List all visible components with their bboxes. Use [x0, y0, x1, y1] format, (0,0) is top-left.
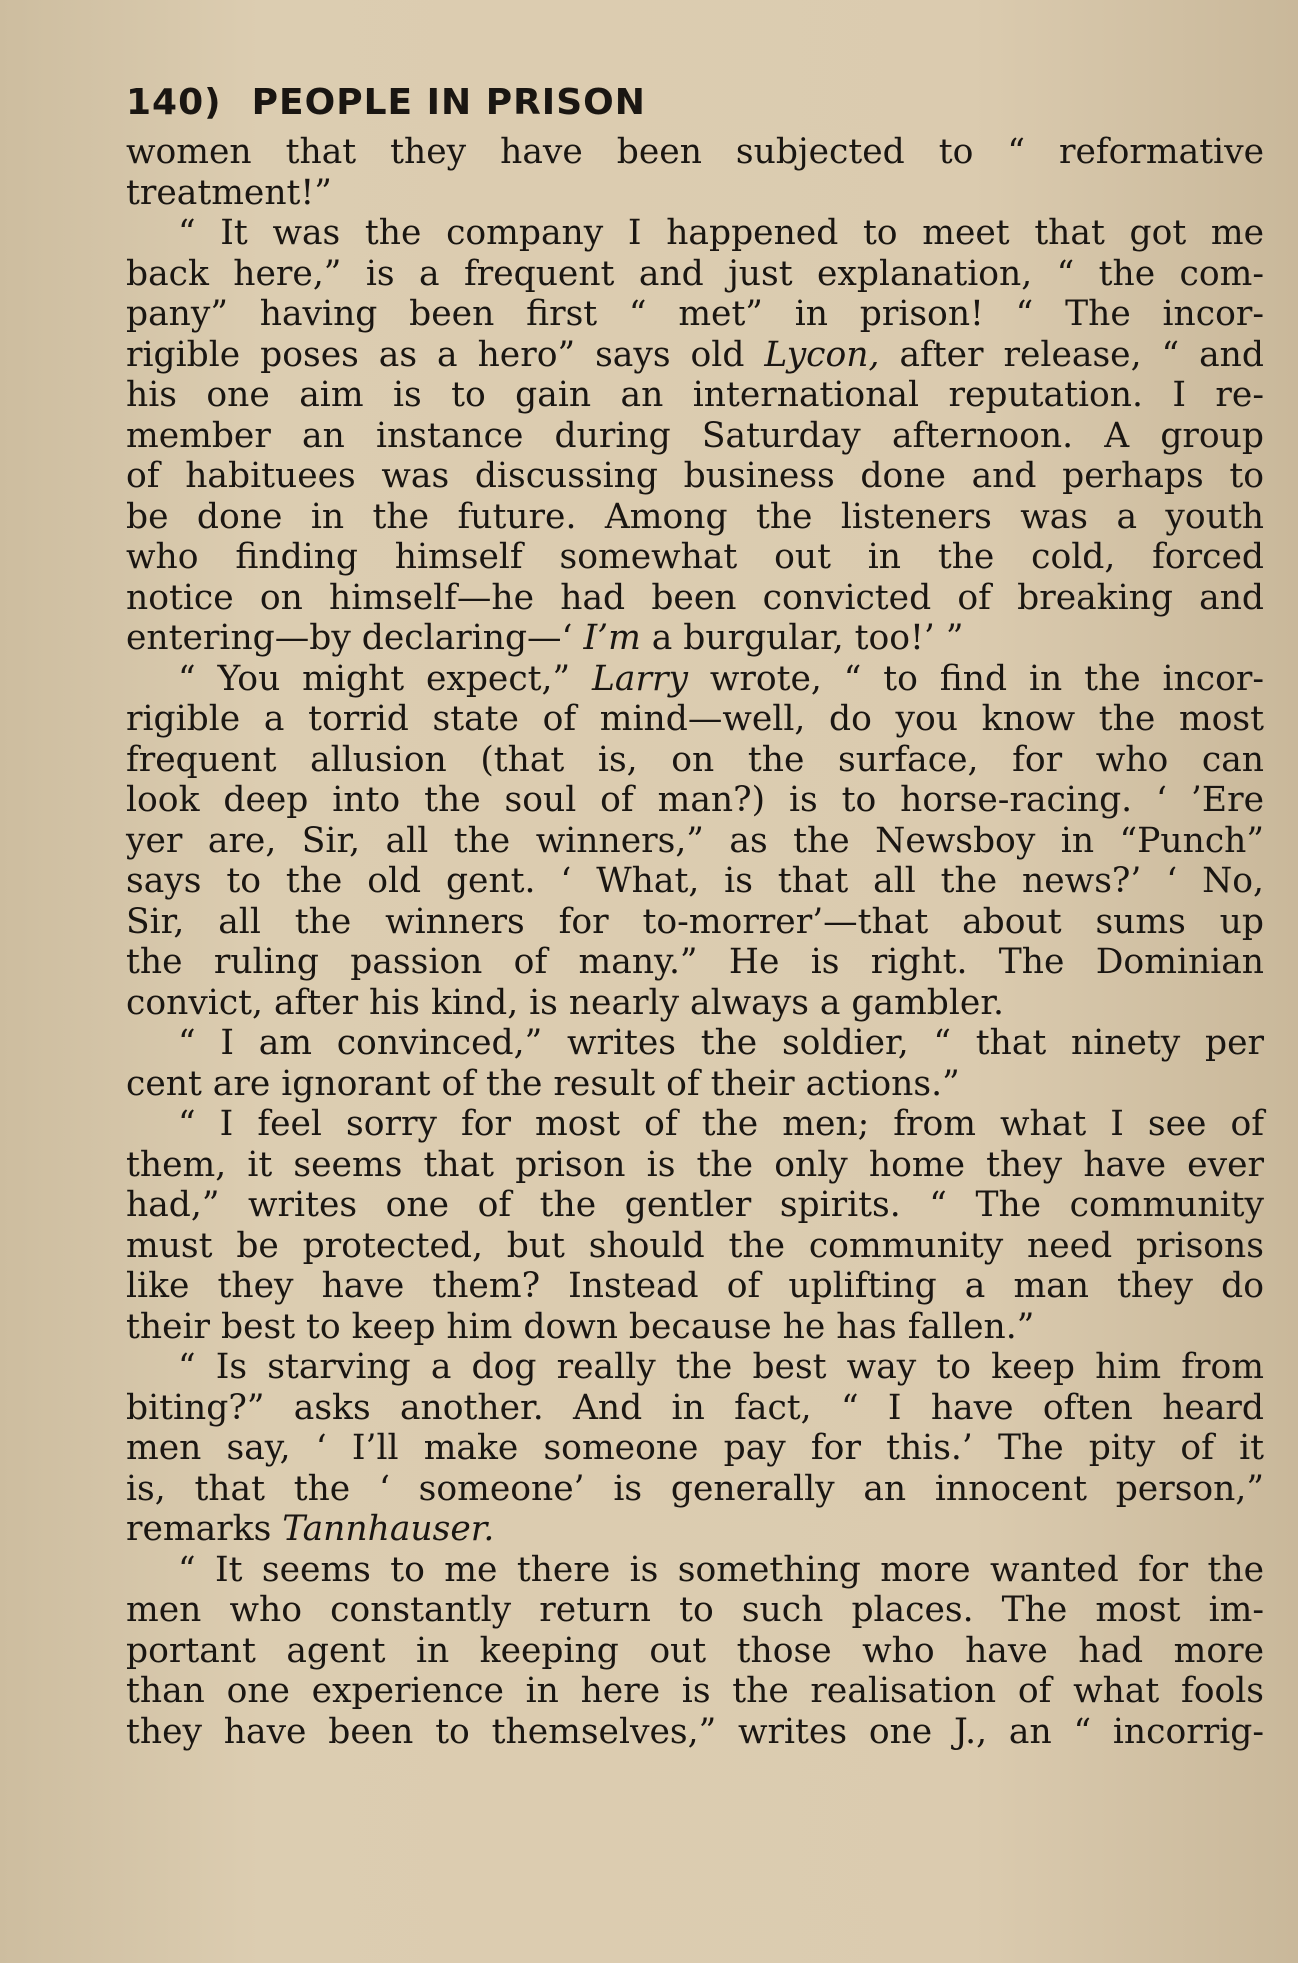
text-line: [126, 618, 1264, 659]
text-line: of habituees was discussing business done and perhaps to: [126, 456, 1264, 496]
text-line: “ It seems to me there is something more wanted for the: [178, 1549, 1264, 1590]
text-line: cent are ignorant of the result of their actions.”: [126, 1063, 960, 1104]
italic-word: I’m: [583, 618, 641, 658]
text-line: “ It was the company I happened to meet that got me: [178, 213, 1264, 253]
running-head: [126, 78, 1264, 128]
text-line: must be protected, but should the community need prisons: [126, 1225, 1264, 1266]
text-span: rigible poses as a hero” says old: [126, 334, 765, 375]
text-line: than one experience in here is the realisation of what fools: [126, 1671, 1264, 1711]
text-line: [126, 335, 1264, 376]
text-line: rigible a torrid state of mind—well, do you know the most: [126, 699, 1264, 739]
text-line: “ Is starving a dog really the best way to keep him from: [178, 1347, 1264, 1387]
text-line: men say, ‘ I’ll make someone pay for this.’ The pity of it: [126, 1428, 1264, 1468]
italic-name: Lycon,: [764, 334, 880, 375]
text-line: they have been to themselves,” writes one J., an “ incorrig-: [126, 1711, 1264, 1752]
text-line: the ruling passion of many.” He is right. The Dominian: [126, 942, 1264, 982]
text-line: who finding himself somewhat out in the cold, forced: [126, 537, 1264, 577]
text-line: them, it seems that prison is the only home they have ever: [126, 1144, 1264, 1185]
text-line: had,” writes one of the gentler spirits. “ The community: [126, 1185, 1264, 1225]
text-span: entering—by declaring—‘: [126, 618, 584, 658]
italic-name: Tannhauser.: [282, 1509, 495, 1549]
body-text: [126, 132, 1264, 1752]
text-line: biting?” asks another. And in fact, “ I have often heard: [126, 1387, 1264, 1428]
text-line: yer are, Sir, all the winners,” as the Newsboy in “Punch”: [126, 820, 1264, 861]
text-line: like they have them? Instead of uplifting a man they do: [126, 1266, 1264, 1306]
text-line: is, that the ‘ someone’ is generally an innocent person,”: [126, 1468, 1264, 1509]
text-line: treatment!”: [126, 172, 332, 213]
text-line: “ I am convinced,” writes the soldier, “ that ninety per: [178, 1023, 1264, 1063]
text-line: pany” having been first “ met” in prison! “ The incor-: [126, 294, 1264, 334]
text-line: back here,” is a frequent and just explanation, “ the com-: [126, 253, 1264, 294]
text-line: notice on himself—he had been convicted of breaking and: [126, 577, 1264, 618]
text-span: wrote, “ to find in the incor-: [687, 658, 1264, 699]
text-span: “ You might expect,”: [178, 658, 593, 699]
text-span: after release, “ and: [879, 334, 1264, 375]
text-line: portant agent in keeping out those who have had more: [126, 1630, 1264, 1671]
text-line: [126, 1509, 1264, 1550]
text-line: their best to keep him down because he has fallen.”: [126, 1306, 1035, 1347]
text-line: his one aim is to gain an international reputation. I re-: [126, 375, 1264, 415]
text-line: member an instance during Saturday afternoon. A group: [126, 415, 1264, 456]
text-line: [126, 659, 1264, 700]
text-line: convict, after his kind, is nearly always a gambler.: [126, 982, 1004, 1023]
page-number: 140): [126, 82, 222, 123]
italic-name: Larry: [592, 658, 688, 699]
book-page: [126, 78, 1264, 1752]
text-line: look deep into the soul of man?) is to horse-racing. ‘ ’Ere: [126, 780, 1264, 820]
text-line: men who constantly return to such places. The most im-: [126, 1590, 1264, 1630]
text-span: remarks: [126, 1509, 283, 1549]
text-span: a burgular, too!’ ”: [640, 618, 964, 658]
text-line: “ I feel sorry for most of the men; from what I see of: [178, 1104, 1264, 1144]
text-line: Sir, all the winners for to-morrer’—that about sums up: [126, 901, 1264, 942]
text-line: frequent allusion (that is, on the surface, for who can: [126, 739, 1264, 780]
running-title: PEOPLE IN PRISON: [251, 82, 646, 123]
text-line: be done in the future. Among the listeners was a youth: [126, 496, 1264, 537]
text-line: women that they have been subjected to “ reformative: [126, 132, 1264, 172]
text-line: says to the old gent. ‘ What, is that all the news?’ ‘ No,: [126, 861, 1264, 901]
